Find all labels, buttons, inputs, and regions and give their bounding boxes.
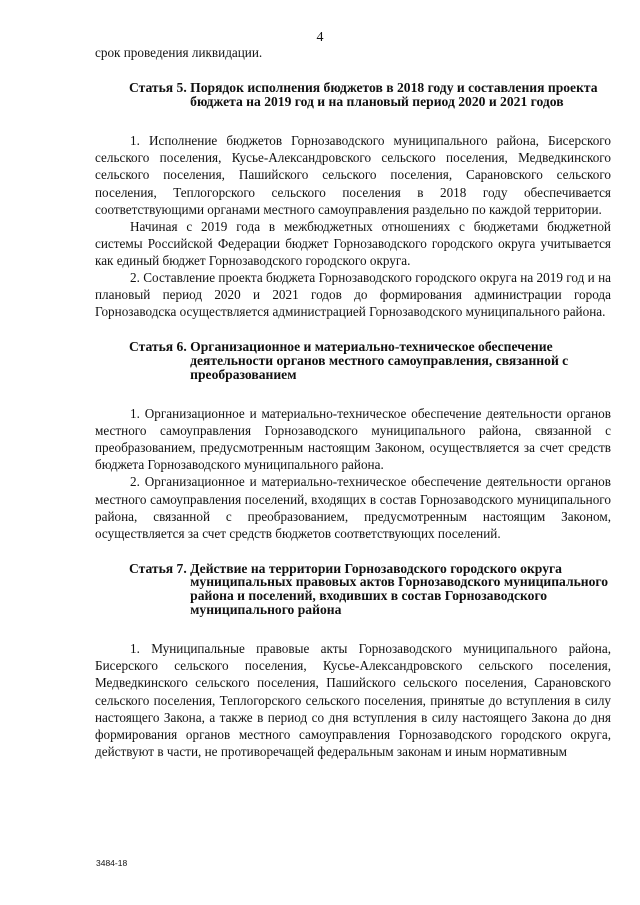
article-6-heading xyxy=(95,340,611,381)
article-6-label: Статья 6. xyxy=(129,339,191,355)
article-6-title: Организационное и материально-техническое обеспечение деятельности органов местного самоуправления, связанной с преобразованием xyxy=(190,339,569,382)
document-code: 3484-18 xyxy=(96,858,128,868)
article-7-heading xyxy=(95,562,611,616)
article-5-title: Порядок исполнения бюджетов в 2018 году и составления проекта бюджета на 2019 год и на плановый период 2020 и 2021 годов xyxy=(190,80,598,109)
article-6-paragraph-2: 2. Организационное и материально-техническое обеспечение деятельности органов местного самоуправления поселений, входящих в состав Горнозаводского муниципального района, связанной с преобразованием, предусмотренным настоящим Законом, осуществляется за счет средств бюджетов соответствующих поселений. xyxy=(95,474,611,541)
document-body xyxy=(95,44,611,760)
article-7-label: Статья 7. xyxy=(129,560,191,576)
article-5-heading xyxy=(95,81,611,108)
article-5-label: Статья 5. xyxy=(129,80,191,96)
article-5-paragraph-1: 1. Исполнение бюджетов Горнозаводского муниципального района, Бисерского сельского поселения, Кусье-Александровского сельского поселения, Медведкинского сельского поселения, Пашийского сельского поселения, Сарановского сельского поселения, Теплогорского сельского поселения в 2018 году обеспечивается соответствующими органами местного самоуправления раздельно по каждой территории. xyxy=(95,133,611,217)
article-6-paragraph-1: 1. Организационное и материально-техническое обеспечение деятельности органов местного самоуправления Горнозаводского муниципального района, связанной с преобразованием, предусмотренным настоящим Законом, осуществляется за счет средств бюджета Горнозаводского муниципального района. xyxy=(95,406,611,473)
article-5-paragraph-2: Начиная с 2019 года в межбюджетных отношениях с бюджетами бюджетной системы Российской Федерации бюджет Горнозаводского городского округа учитывается как единый бюджет Горнозаводского городского округа. xyxy=(95,218,611,268)
article-7-paragraph-1: 1. Муниципальные правовые акты Горнозаводского муниципального района, Бисерского сельского поселения, Кусье-Александровского сельского поселения, Медведкинского сельского поселения, Пашийского сельского поселения, Сарановского сельского поселения, Теплогорского сельского поселения, принятые до вступления в силу настоящего Закона, а также в период со дня вступления в силу настоящего Закона до дня формирования органов местного самоуправления Горнозаводского городского округа, действуют в части, не противоречащей федеральным законам и иным нормативным xyxy=(95,641,611,759)
article-5-paragraph-3: 2. Составление проекта бюджета Горнозаводского городского округа на 2019 год и на плановый период 2020 и 2021 годов до формирования администрации города Горнозаводска осуществляется администрацией Горнозаводского муниципального района. xyxy=(95,270,611,320)
article-7-title: Действие на территории Горнозаводского городского округа муниципальных правовых актов Горнозаводского муниципального района и поселений, входивших в состав Горнозаводского муниципального района xyxy=(190,560,609,617)
intro-line: срок проведения ликвидации. xyxy=(95,45,263,60)
page-number: 4 xyxy=(316,30,324,45)
